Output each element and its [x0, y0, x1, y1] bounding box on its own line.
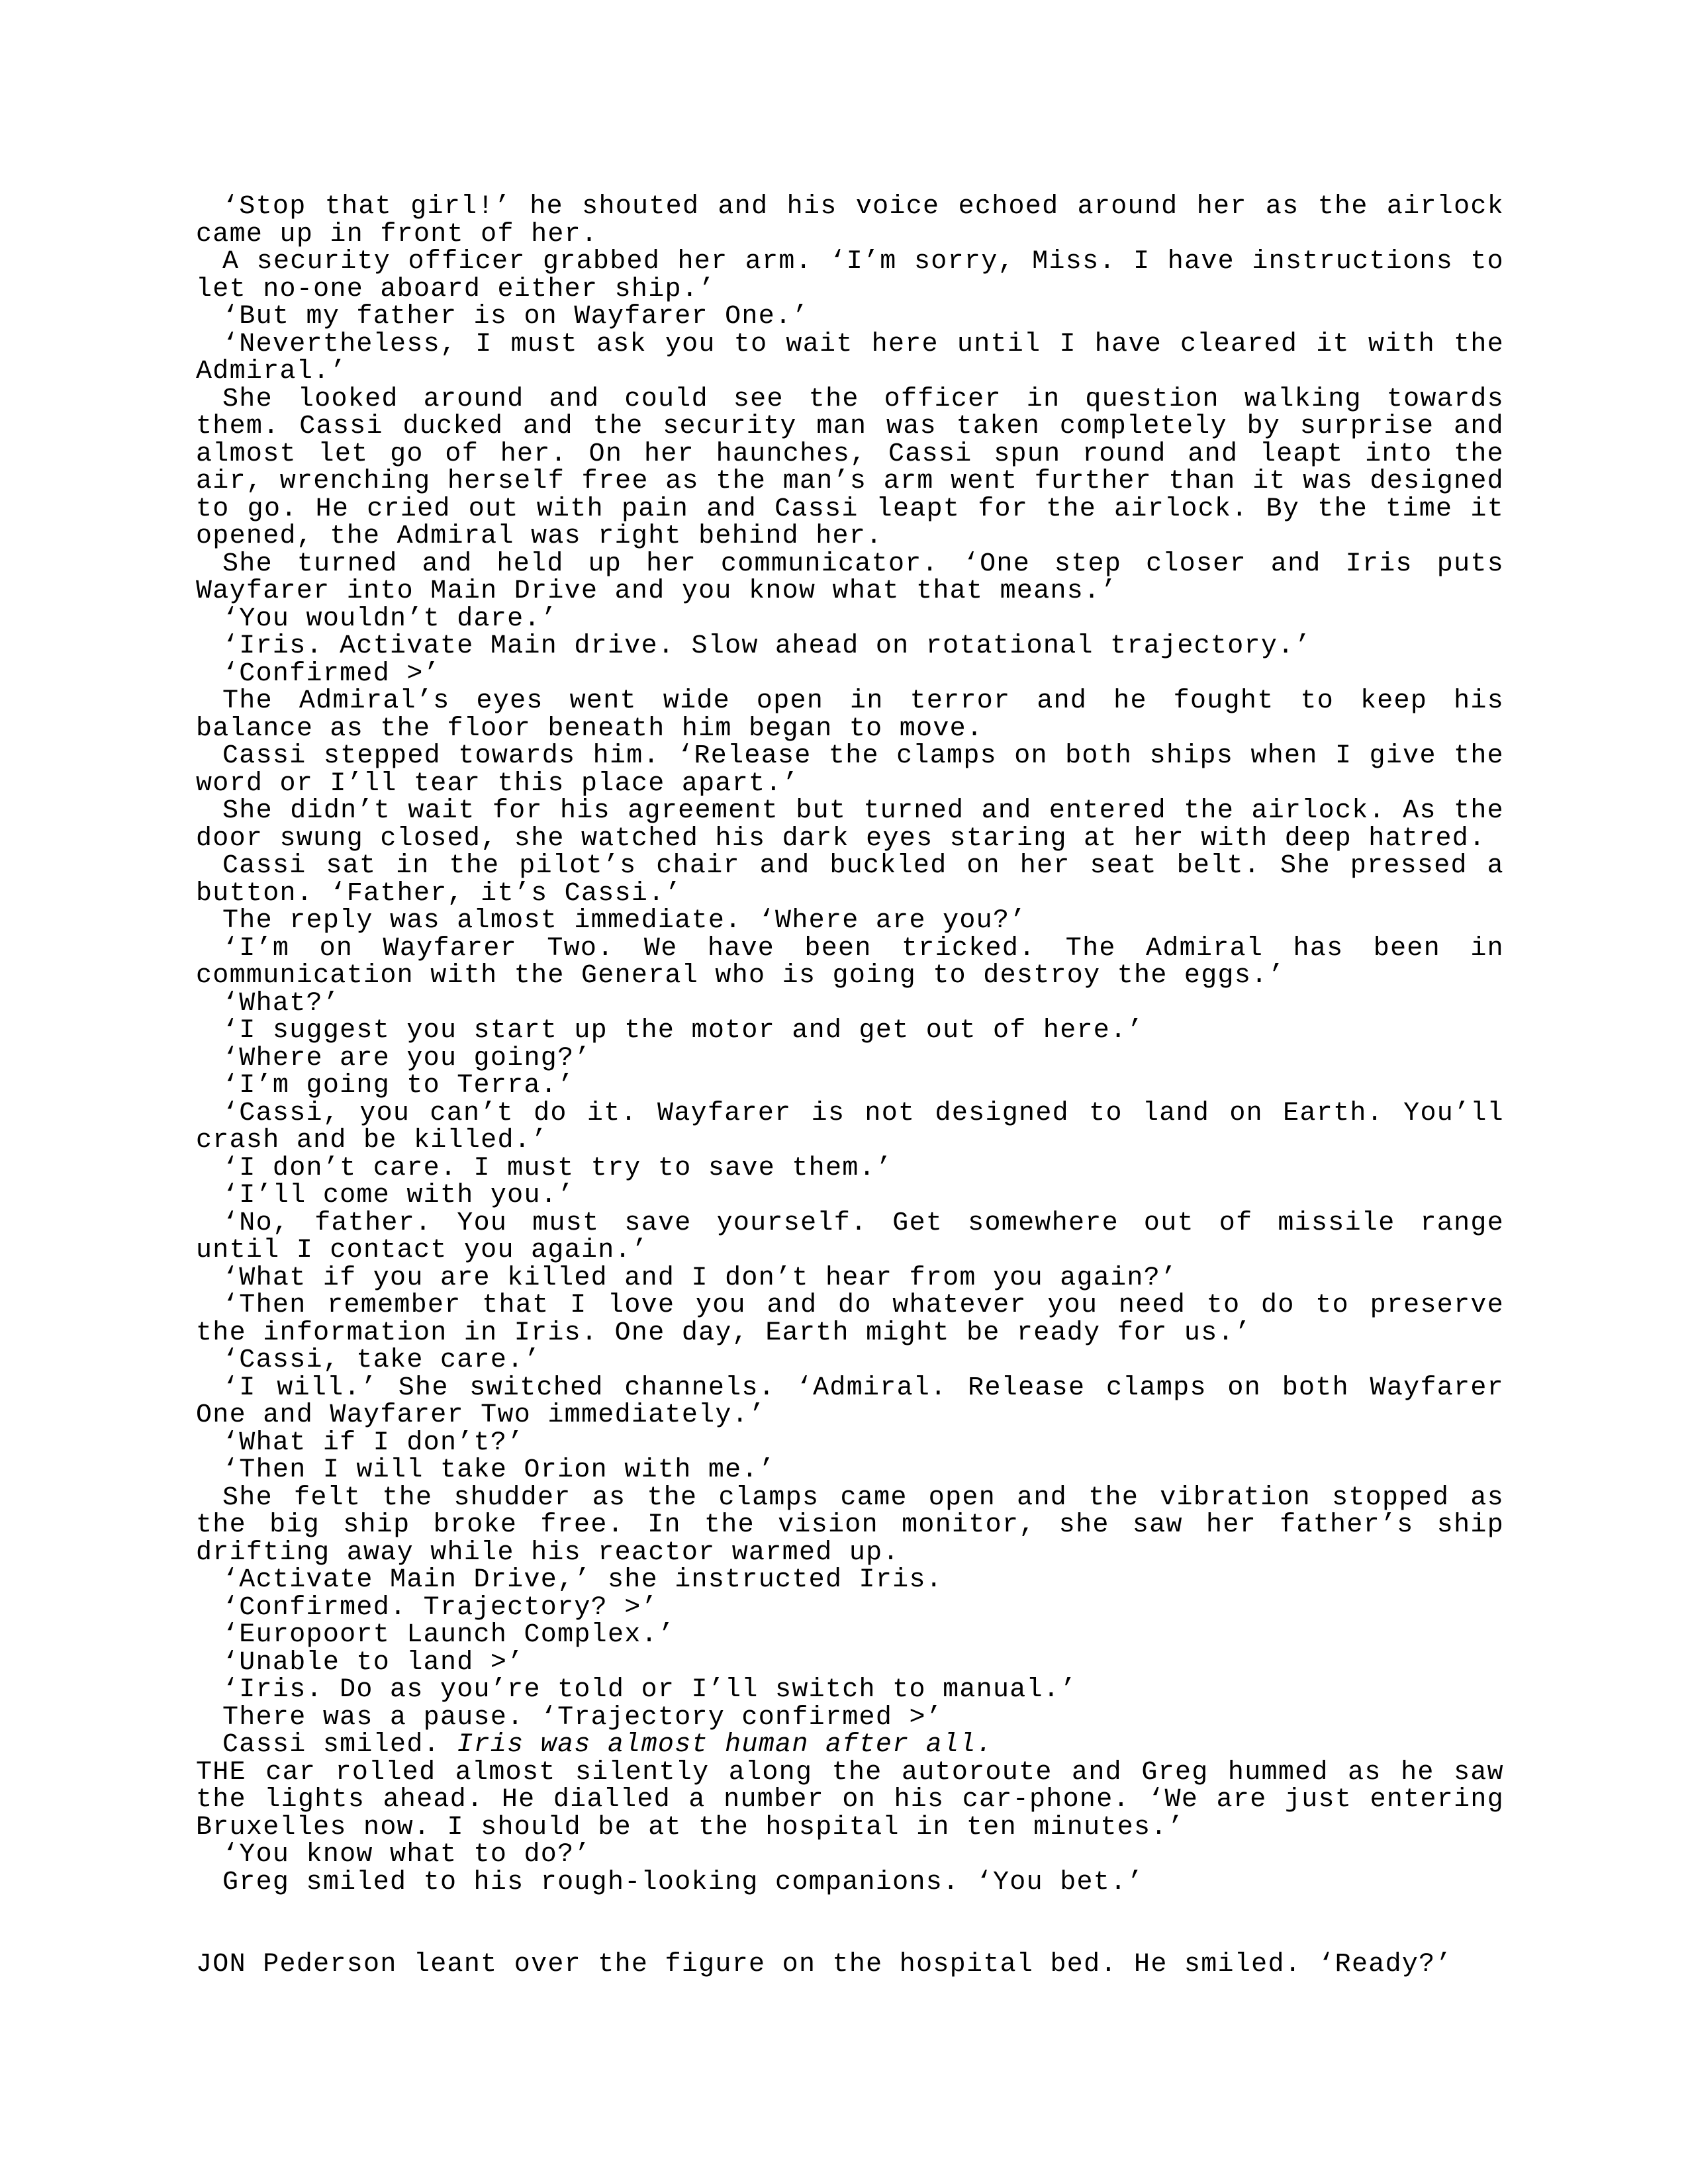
text-line: ‘Activate Main Drive,’ she instructed Iris. — [222, 1565, 943, 1595]
text-line: The reply was almost immediate. ‘Where are you?’ — [222, 906, 1027, 936]
text-line: the information in Iris. One day, Earth might be ready for us.’ — [196, 1318, 1252, 1348]
text-line: ‘Unable to land >’ — [222, 1647, 524, 1678]
text-line: ‘Where are you going?’ — [222, 1043, 591, 1073]
text-line: ‘But my father is on Wayfarer One.’ — [222, 302, 809, 332]
text-line: communication with the General who is going to destroy the eggs.’ — [196, 961, 1285, 991]
text-line: ‘I will.’ She switched channels. ‘Admiral. Release clamps on both Wayfarer — [222, 1373, 1504, 1403]
text-line: ‘Confirmed. Trajectory? >’ — [222, 1592, 658, 1623]
text-line: almost let go of her. On her haunches, Cassi spun round and leapt into the — [196, 439, 1504, 469]
blank-line — [196, 1896, 1504, 1924]
text-line: ‘Europoort Launch Complex.’ — [222, 1620, 675, 1650]
text-line: word or I’ll tear this place apart.’ — [196, 768, 799, 799]
text-line: She looked around and could see the officer in question walking towards — [222, 384, 1504, 414]
text-line: ‘I’ll come with you.’ — [222, 1181, 575, 1210]
text-line: ‘Then I will take Orion with me.’ — [222, 1455, 776, 1485]
text-line: until I contact you again.’ — [196, 1236, 649, 1265]
page-text — [196, 193, 1504, 1979]
text-line: THE car rolled almost silently along the autoroute and Greg hummed as he saw — [196, 1757, 1504, 1788]
text-line: Cassi sat in the pilot’s chair and buckled on her seat belt. She pressed a — [222, 851, 1504, 881]
text-line: The Admiral’s eyes went wide open in terror and he fought to keep his — [222, 686, 1504, 716]
text-line: ‘Iris. Do as you’re told or I’ll switch to manual.’ — [222, 1675, 1077, 1705]
text-line: JON Pederson leant over the figure on the hospital bed. He smiled. ‘Ready?’ — [196, 1950, 1452, 1979]
plain-text: Cassi smiled. — [222, 1730, 457, 1760]
text-line: ‘Nevertheless, I must ask you to wait here until I have cleared it with the — [222, 329, 1504, 359]
text-line: opened, the Admiral was right behind her. — [196, 522, 883, 551]
text-line: A security officer grabbed her arm. ‘I’m sorry, Miss. I have instructions to — [222, 247, 1504, 277]
text-line: the big ship broke free. In the vision monitor, she saw her father’s ship — [196, 1510, 1504, 1540]
text-line: ‘No, father. You must save yourself. Get somewhere out of missile range — [222, 1208, 1504, 1238]
text-line: ‘Cassi, take care.’ — [222, 1345, 541, 1375]
text-line: crash and be killed.’ — [196, 1126, 548, 1156]
text-line: Wayfarer into Main Drive and you know what that means.’ — [196, 576, 1117, 606]
text-line: ‘Cassi, you can’t do it. Wayfarer is not designed to land on Earth. You’ll — [222, 1098, 1504, 1128]
text-line: ‘You wouldn’t dare.’ — [222, 604, 558, 634]
text-line: button. ‘Father, it’s Cassi.’ — [196, 878, 682, 909]
text-line: Admiral.’ — [196, 357, 347, 387]
text-line: She felt the shudder as the clamps came open and the vibration stopped as — [222, 1482, 1504, 1513]
text-line: ‘I’m on Wayfarer Two. We have been tricked. The Admiral has been in — [222, 933, 1504, 964]
text-line: ‘Iris. Activate Main drive. Slow ahead on rotational trajectory.’ — [222, 631, 1311, 661]
text-line: them. Cassi ducked and the security man was taken completely by surprise and — [196, 412, 1504, 441]
text-line: ‘I don’t care. I must try to save them.’ — [222, 1153, 893, 1183]
text-line: to go. He cried out with pain and Cassi leapt for the airlock. By the time it — [196, 494, 1504, 524]
text-line: ‘What if you are killed and I don’t hear from you again?’ — [222, 1263, 1178, 1293]
text-line — [196, 1731, 1504, 1759]
text-line: the lights ahead. He dialled a number on his car-phone. ‘We are just entering — [196, 1785, 1504, 1815]
text-line: ‘Then remember that I love you and do whatever you need to do to preserve — [222, 1291, 1504, 1320]
text-line: Greg smiled to his rough-looking companions. ‘You bet.’ — [222, 1867, 1144, 1897]
text-line: door swung closed, she watched his dark eyes staring at her with deep hatred. — [196, 823, 1486, 854]
text-line: She didn’t wait for his agreement but turned and entered the airlock. As the — [222, 796, 1504, 826]
text-line: Bruxelles now. I should be at the hospital in ten minutes.’ — [196, 1812, 1184, 1843]
text-line: came up in front of her. — [196, 219, 598, 250]
text-line: ‘I suggest you start up the motor and get out of here.’ — [222, 1016, 1144, 1046]
text-line: drifting away while his reactor warmed up. — [196, 1537, 900, 1568]
text-line: There was a pause. ‘Trajectory confirmed >’ — [222, 1702, 943, 1733]
text-line: ‘Confirmed >’ — [222, 659, 440, 689]
text-line: She turned and held up her communicator. ‘One step closer and Iris puts — [222, 549, 1504, 579]
blank-line — [196, 1924, 1504, 1952]
text-line: ‘What?’ — [222, 988, 340, 1019]
italic-text: Iris was almost human after all. — [457, 1730, 993, 1760]
text-line: ‘You know what to do?’ — [222, 1840, 591, 1870]
text-line: balance as the floor beneath him began to move. — [196, 713, 984, 744]
text-line: Cassi stepped towards him. ‘Release the clamps on both ships when I give the — [222, 741, 1504, 771]
text-line: ‘I’m going to Terra.’ — [222, 1071, 575, 1101]
text-line: One and Wayfarer Two immediately.’ — [196, 1400, 766, 1430]
text-line: let no-one aboard either ship.’ — [196, 274, 716, 304]
text-line: ‘What if I don’t?’ — [222, 1428, 524, 1458]
text-line: air, wrenching herself free as the man’s arm went further than it was designed — [196, 467, 1504, 496]
text-line: ‘Stop that girl!’ he shouted and his voice echoed around her as the airlock — [222, 192, 1504, 222]
